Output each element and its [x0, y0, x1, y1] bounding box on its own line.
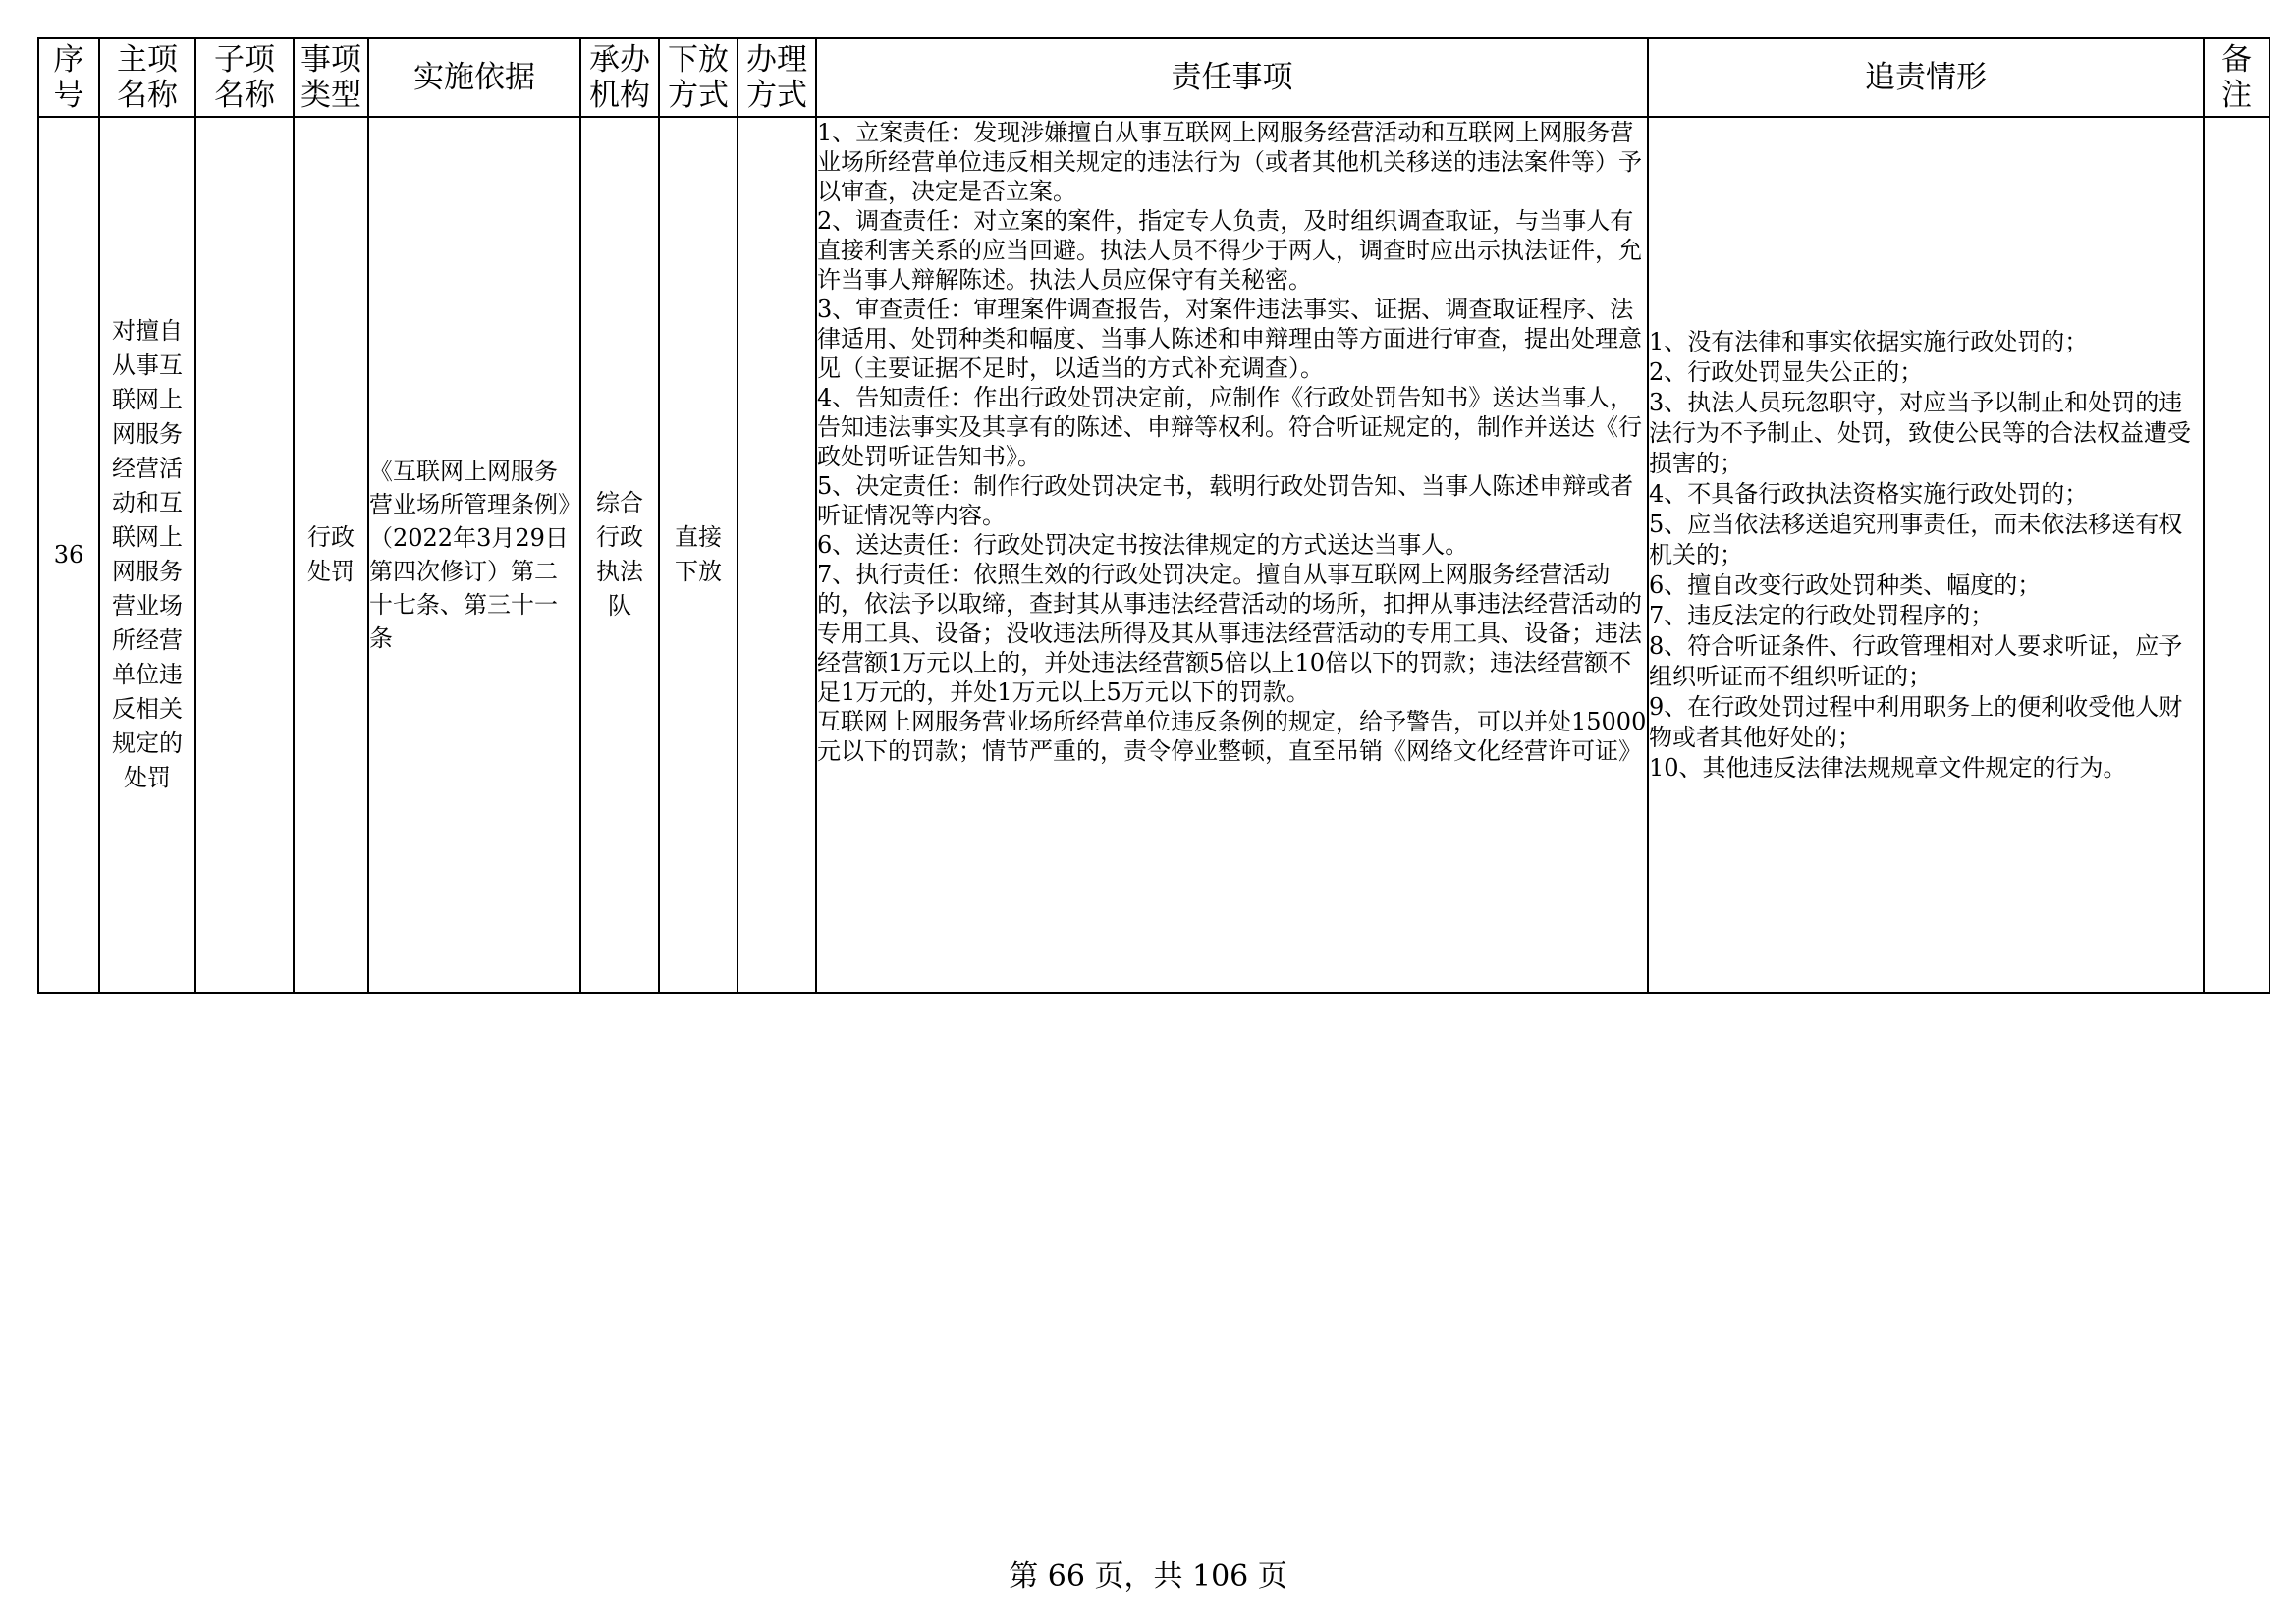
header-basis: 实施依据 — [368, 38, 580, 117]
row-delegation: 直接下放 — [659, 117, 738, 993]
duty-item: 7、执行责任：依照生效的行政处罚决定。擅自从事互联网上网服务经营活动的，依法予以取缔，查封其从事违法经营活动的场所，扣押从事违法经营活动的专用工具、设备；没收违法所得及其从事违法经营活动的专用工具、设备；违法经营额1万元以上的，并处违法经营额5倍以上10倍以下的罚款；违法经营额不足1万元的，并处1万元以上5万元以下的罚款。 — [817, 561, 1642, 706]
header-handling: 办理方式 — [738, 38, 816, 117]
header-seq: 序号 — [38, 38, 99, 117]
header-remarks: 备注 — [2204, 38, 2269, 117]
accountability-item: 5、应当依法移送追究刑事责任，而未依法移送有权机关的； — [1649, 510, 2183, 568]
duty-item: 2、调查责任：对立案的案件，指定专人负责，及时组织调查取证，与当事人有直接利害关系的应当回避。执法人员不得少于两人，调查时应出示执法证件，允许当事人辩解陈述。执法人员应保守有关秘密。 — [817, 207, 1642, 294]
duty-item: 6、送达责任：行政处罚决定书按法律规定的方式送达当事人。 — [817, 531, 1469, 559]
header-sub-item: 子项名称 — [195, 38, 294, 117]
duty-item: 5、决定责任：制作行政处罚决定书，载明行政处罚告知、当事人陈述申辩或者听证情况等内容。 — [817, 472, 1634, 529]
row-seq: 36 — [38, 117, 99, 993]
accountability-item: 1、没有法律和事实依据实施行政处罚的； — [1649, 327, 2089, 355]
responsibility-table — [37, 37, 2270, 994]
row-agency: 综合行政执法队 — [580, 117, 659, 993]
header-main-item: 主项名称 — [99, 38, 195, 117]
header-agency: 承办机构 — [580, 38, 659, 117]
duty-item: 3、审查责任：审理案件调查报告，对案件违法事实、证据、调查取证程序、法律适用、处罚种类和幅度、当事人陈述和申辩理由等方面进行审查，提出处理意见（主要证据不足时，以适当的方式补充调查）。 — [817, 296, 1642, 382]
duty-item: 1、立案责任：发现涉嫌擅自从事互联网上网服务经营活动和互联网上网服务营业场所经营单位违反相关规定的违法行为（或者其他机关移送的违法案件等）予以审查，决定是否立案。 — [817, 119, 1642, 205]
accountability-item: 10、其他违反法律法规规章文件规定的行为。 — [1649, 753, 2127, 782]
row-accountability — [1648, 117, 2204, 993]
row-sub-item — [195, 117, 294, 993]
accountability-item: 2、行政处罚显失公正的； — [1649, 357, 1924, 386]
header-accountability: 追责情形 — [1648, 38, 2204, 117]
header-duties: 责任事项 — [816, 38, 1648, 117]
accountability-item: 4、不具备行政执法资格实施行政处罚的； — [1649, 479, 2089, 508]
accountability-item: 9、在行政处罚过程中利用职务上的便利收受他人财物或者其他好处的； — [1649, 692, 2183, 751]
accountability-item: 6、擅自改变行政处罚种类、幅度的； — [1649, 570, 2042, 599]
row-remarks — [2204, 117, 2269, 993]
row-handling — [738, 117, 816, 993]
row-item-type: 行政处罚 — [294, 117, 368, 993]
accountability-item: 8、符合听证条件、行政管理相对人要求听证，应予组织听证而不组织听证的； — [1649, 631, 2183, 690]
header-item-type: 事项类型 — [294, 38, 368, 117]
row-duties — [816, 117, 1648, 993]
row-basis: 《互联网上网服务营业场所管理条例》（2022年3月29日第四次修订）第二十七条、第三十一条 — [368, 117, 580, 993]
duty-item: 互联网上网服务营业场所经营单位违反条例的规定，给予警告，可以并处15000元以下的罚款；情节严重的，责令停业整顿，直至吊销《网络文化经营许可证》 — [817, 708, 1647, 765]
accountability-item: 7、违反法定的行政处罚程序的； — [1649, 601, 1995, 629]
page-number: 第 66 页，共 106 页 — [1009, 1559, 1287, 1594]
duty-item: 4、告知责任：作出行政处罚决定前，应制作《行政处罚告知书》送达当事人，告知违法事实及其享有的陈述、申辩等权利。符合听证规定的，制作并送达《行政处罚听证告知书》。 — [817, 384, 1642, 470]
row-main-item: 对擅自从事互联网上网服务经营活动和互联网上网服务营业场所经营单位违反相关规定的处罚 — [99, 117, 195, 993]
header-delegation: 下放方式 — [659, 38, 738, 117]
accountability-item: 3、执法人员玩忽职守，对应当予以制止和处罚的违法行为不予制止、处罚，致使公民等的合法权益遭受损害的； — [1649, 388, 2191, 477]
table-row — [38, 117, 2269, 993]
table-header-row — [38, 38, 2269, 117]
